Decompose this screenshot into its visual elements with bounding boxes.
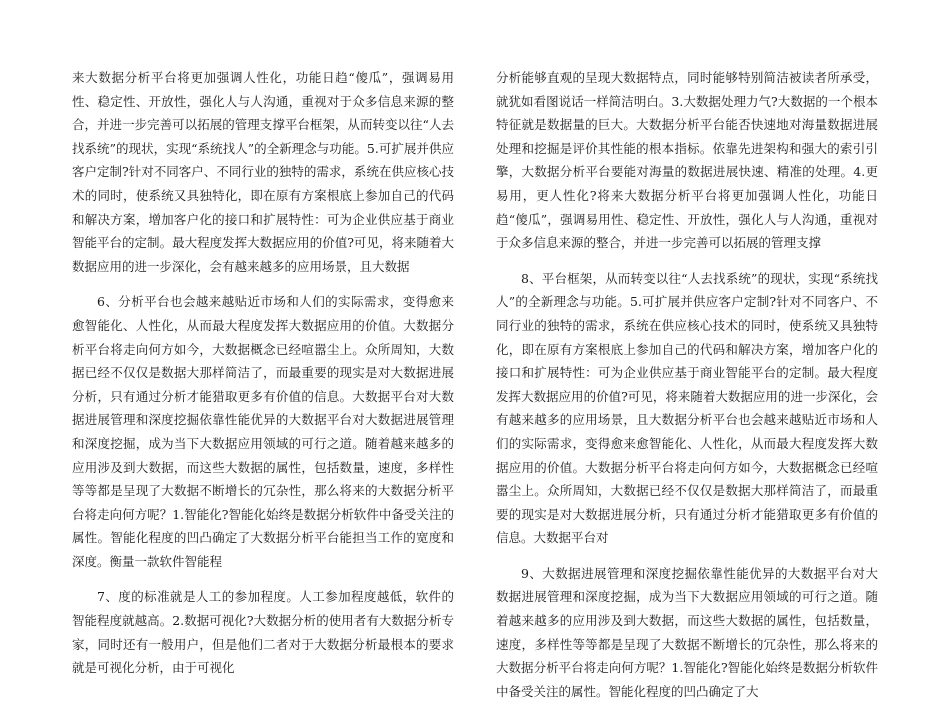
left-paragraph-2: 6、分析平台也会越来越贴近市场和人们的实际需求，变得愈来愈智能化、人性化，从而最大程度发挥大数据应用的价值。大数据分析平台将走向何方如今，大数据概念已经喧嚣尘上。众所周知，大数据已经不仅仅是数据大那样简洁了，而最重要的现实是对大数据进展分析，只有通过分析才能猎取更多有价值的信息。大数据平台对大数据进展管理和深度挖掘依靠性能优异的大数据平台对大数据进展管理和深度挖掘，成为当下大数据应用领域的可行之道。随着越来越多的应用涉及到大数据，而这些大数据的属性，包括数量，速度，多样性等等都是呈现了大数据不断增长的冗杂性，那么将来的大数据分析平台将走向何方呢？1.智能化?智能化始终是数据分析软件中备受关注的属性。智能化程度的凹凸确定了大数据分析平台能担当工作的宽度和深度。衡量一款软件智能程 [72, 294, 454, 569]
left-paragraph-3: 7、度的标准就是人工的参加程度。人工参加程度越低，软件的智能程度就越高。2.数据可视化?大数据分析的使用者有大数据分析专家，同时还有一般用户，但是他们二者对于大数据分析最根本的要求就是可视化分析，由于可视化 [72, 589, 454, 676]
right-paragraph-2: 8、平台框架，从而转变以往“人去找系统”的现状，实现“系统找人”的全新理念与功能。5.可扩展并供应客户定制?针对不同客户、不同行业的独特的需求，系统在供应核心技术的同时，使系统又具独特化，即在原有方案根底上参加自己的代码和解决方案，增加客户化的接口和扩展特性：可为企业供应基于商业智能平台的定制。最大程度发挥大数据应用的价值?可见，将来随着大数据应用的进一步深化，会有越来越多的应用场景，且大数据分析平台也会越来越贴近市场和人们的实际需求，变得愈来愈智能化、人性化，从而最大程度发挥大数据应用的价值。大数据分析平台将走向何方如今，大数据概念已经喧嚣尘上。众所周知，大数据已经不仅仅是数据大那样简洁了，而最重要的现实是对大数据进展分析，只有通过分析才能猎取更多有价值的信息。大数据平台对 [496, 270, 878, 546]
left-paragraph-1: 来大数据分析平台将更加强调人性化，功能日趋“傻瓜”，强调易用性、稳定性、开放性，强化人与人沟通，重视对于众多信息来源的整合，并进一步完善可以拓展的管理支撑平台框架，从而转变以往“人去找系统”的现状，实现“系统找人”的全新理念与功能。5.可扩展并供应客户定制?针对不同客户、不同行业的独特的需求，系统在供应核心技术的同时，使系统又具独特化，即在原有方案根底上参加自己的代码和解决方案，增加客户化的接口和扩展特性：可为企业供应基于商业智能平台的定制。最大程度发挥大数据应用的价值?可见，将来随着大数据应用的进一步深化，会有越来越多的应用场景，且大数据 [72, 70, 454, 274]
right-paragraph-1: 分析能够直观的呈现大数据特点，同时能够特别简洁被读者所承受，就犹如看图说话一样简洁明白。3.大数据处理力气?大数据的一个根本特征就是数据量的巨大。大数据分析平台能否快速地对海量数据进展处理和挖掘是评价其性能的根本指标。依靠先进架构和强大的索引引擎，大数据分析平台要能对海量的数据进展快速、精准的处理。4.更易用，更人性化?将来大数据分析平台将更加强调人性化，功能日趋“傻瓜”，强调易用性、稳定性、开放性，强化人与人沟通，重视对于众多信息来源的整合，并进一步完善可以拓展的管理支撑 [496, 70, 878, 251]
right-column [496, 66, 878, 703]
left-column [72, 66, 454, 680]
right-paragraph-3: 9、大数据进展管理和深度挖掘依靠性能优异的大数据平台对大数据进展管理和深度挖掘，成为当下大数据应用领域的可行之道。随着越来越多的应用涉及到大数据，而这些大数据的属性，包括数量，速度，多样性等等都是呈现了大数据不断增长的冗杂性，那么将来的大数据分析平台将走向何方呢？1.智能化?智能化始终是数据分析软件中备受关注的属性。智能化程度的凹凸确定了大 [496, 565, 878, 699]
